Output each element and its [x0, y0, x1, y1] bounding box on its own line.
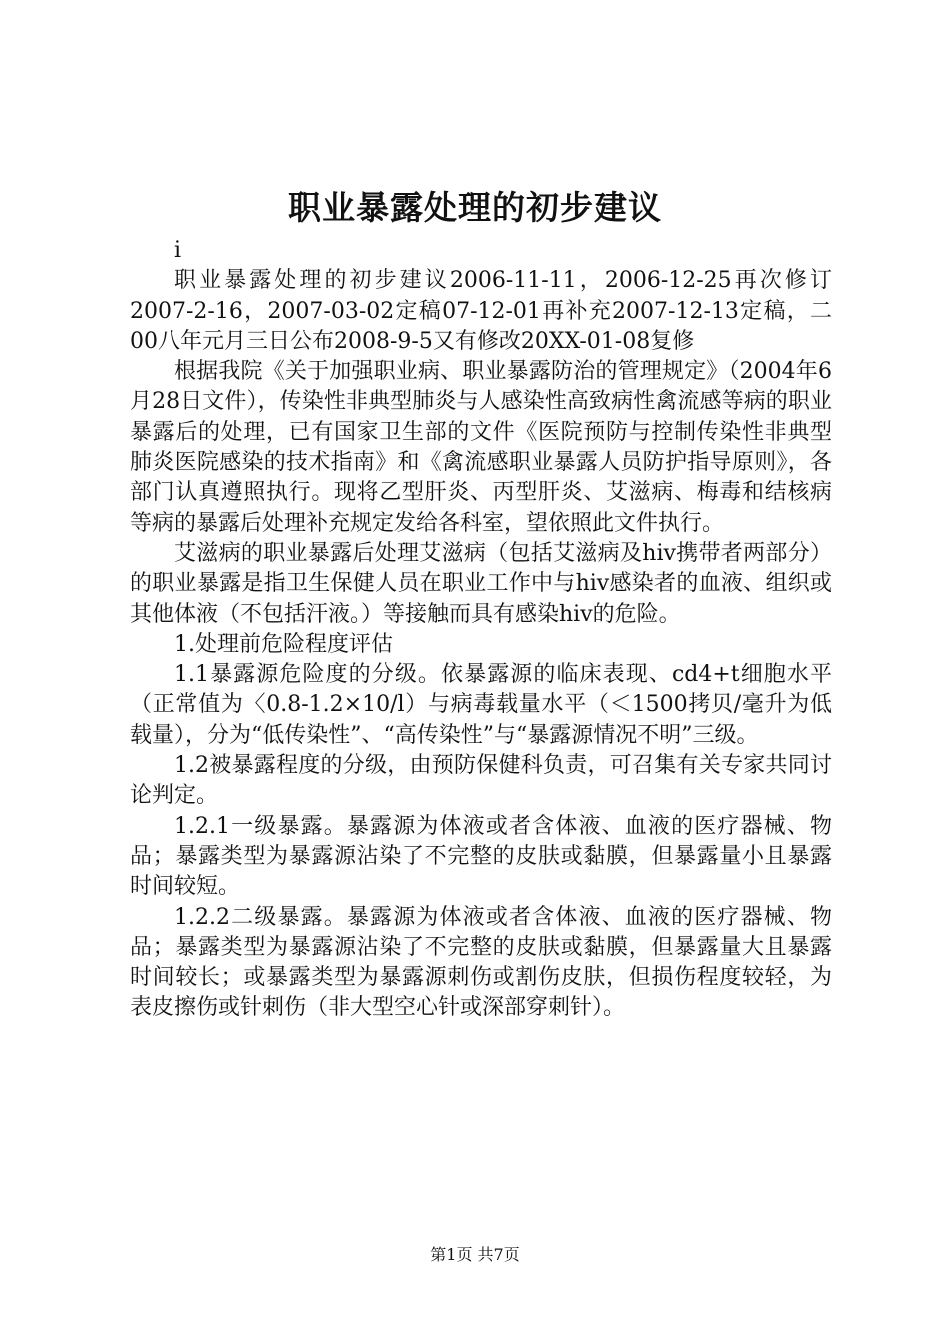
paragraph-aids-definition: 艾滋病的职业暴露后处理艾滋病（包括艾滋病及hiv携带者两部分）的职业暴露是指卫生保健人员在职业工作中与hiv感染者的血液、组织或其他体液（不包括汗液。）等接触而具有感染hiv的危险。	[130, 540, 832, 627]
paragraph-marker: i	[174, 238, 182, 263]
paragraph-exposure-grading: 1.2被暴露程度的分级，由预防保健科负责，可召集有关专家共同讨论判定。	[130, 753, 832, 809]
page-footer: 第1页 共7页	[430, 1245, 520, 1264]
document-title: 职业暴露处理的初步建议	[288, 188, 662, 227]
paragraph-source-risk-grading: 1.1暴露源危险度的分级。依暴露源的临床表现、cd4+t细胞水平（正常值为〈0.8-1.2×10/l）与病毒载量水平（＜1500拷贝/毫升为低载量），分为“低传染性”、“高传染性”与“暴露源情况不明”三级。	[130, 662, 832, 748]
document-body	[130, 236, 832, 1024]
paragraph-level-two-exposure: 1.2.2二级暴露。暴露源为体液或者含体液、血液的医疗器械、物品；暴露类型为暴露源沾染了不完整的皮肤或黏膜，但暴露量大且暴露时间较长；或暴露类型为暴露源刺伤或割伤皮肤，但损伤程度较轻，为表皮擦伤或针刺伤（非大型空心针或深部穿刺针）。	[130, 904, 832, 1021]
paragraph-level-one-exposure: 1.2.1一级暴露。暴露源为体液或者含体液、血液的医疗器械、物品；暴露类型为暴露源沾染了不完整的皮肤或黏膜，但暴露量小且暴露时间较短。	[130, 813, 832, 900]
paragraph-revision-history: 职业暴露处理的初步建议2006-11-11，2006-12-25再次修订2007-2-16，2007-03-02定稿07-12-01再补充2007-12-13定稿，二00八年元月三日公布2008-9-5又有修改20XX-01-08复修	[130, 268, 832, 354]
paragraph-basis: 根据我院《关于加强职业病、职业暴露防治的管理规定》（2004年6月28日文件），传染性非典型肺炎与人感染性高致病性禽流感等病的职业暴露后的处理，已有国家卫生部的文件《医院预防与控制传染性非典型肺炎医院感染的技术指南》和《禽流感职业暴露人员防护指导原则》，各部门认真遵照执行。现将乙型肝炎、丙型肝炎、艾滋病、梅毒和结核病等病的暴露后处理补充规定发给各科室，望依照此文件执行。	[130, 359, 832, 536]
section-heading-risk-assessment: 1.处理前危险程度评估	[174, 631, 393, 657]
